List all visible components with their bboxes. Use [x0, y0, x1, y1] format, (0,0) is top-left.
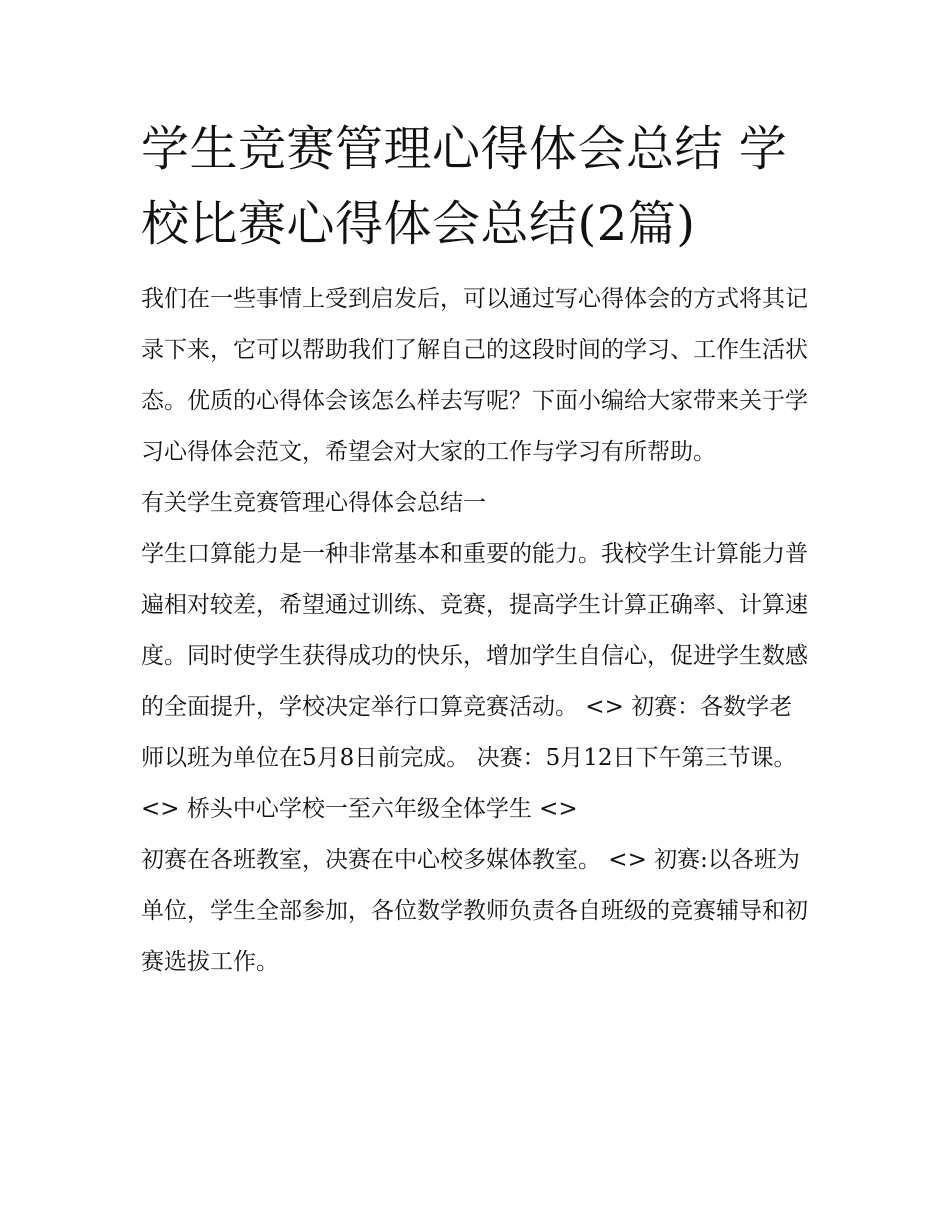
document-title: 学生竞赛管理心得体会总结 学校比赛心得体会总结(2篇): [141, 121, 788, 252]
intro-paragraph: 我们在一些事情上受到启发后，可以通过写心得体会的方式将其记录下来，它可以帮助我们了解自己的这段时间的学习、工作生活状态。优质的心得体会该怎么样去写呢？下面小编给大家带来关于学习心得体会范文，希望会对大家的工作与学习有所帮助。: [141, 286, 808, 465]
body-paragraph: 初赛在各班教室，决赛在中心校多媒体教室。 <> 初赛:以各班为单位，学生全部参加，各位数学教师负责各自班级的竞赛辅导和初赛选拔工作。: [141, 847, 808, 975]
section-heading: 有关学生竞赛管理心得体会总结一: [141, 490, 486, 516]
document-body: [141, 112, 813, 988]
body-paragraph: 学生口算能力是一种非常基本和重要的能力。我校学生计算能力普遍相对较差，希望通过训练、竞赛，提高学生计算正确率、计算速度。同时使学生获得成功的快乐，增加学生自信心，促进学生数感的全面提升，学校决定举行口算竞赛活动。 <> 初赛：各数学老师以班为单位在5月8日前完成。 决赛：5月12日下午第三节课。 <> 桥头中心学校一至六年级全体学生 <>: [141, 541, 808, 822]
